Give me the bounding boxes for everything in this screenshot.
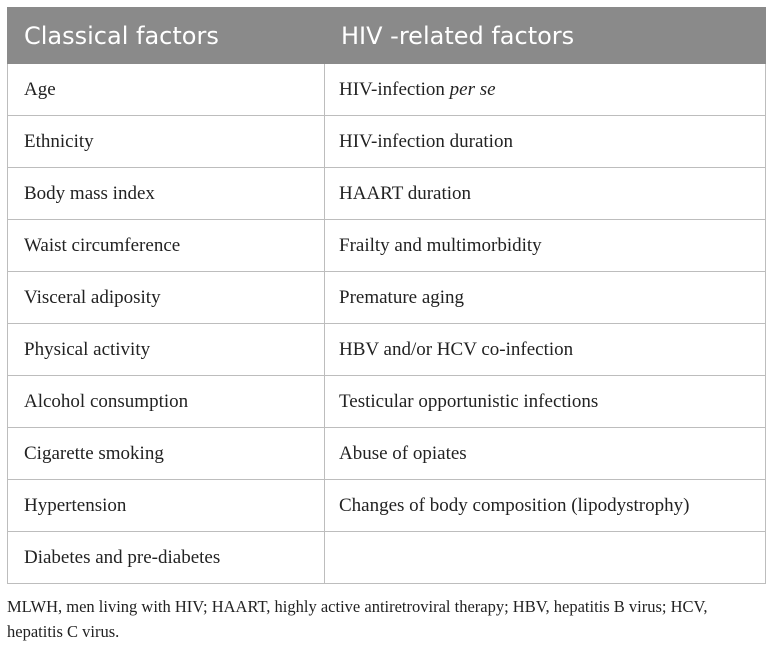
factors-table-container [7,7,765,584]
hiv-factor-cell: HBV and/or HCV co-infection [325,324,766,376]
classical-factor-cell: Waist circumference [8,220,325,272]
table-row [8,116,766,168]
hiv-factor-text: HIV-infection [339,78,450,100]
classical-factor-cell: Physical activity [8,324,325,376]
classical-factor-cell: Age [8,64,325,116]
table-row [8,220,766,272]
hiv-factor-italic-text: per se [449,78,496,100]
table-row [8,428,766,480]
header-classical-factors: Classical factors [8,8,325,64]
hiv-factor-cell: HAART duration [325,168,766,220]
classical-factor-cell: Diabetes and pre-diabetes [8,532,325,584]
classical-factor-cell: Alcohol consumption [8,376,325,428]
classical-factor-cell: Body mass index [8,168,325,220]
hiv-factor-cell [325,532,766,584]
table-row [8,168,766,220]
factors-table [7,7,766,584]
hiv-factor-cell: HIV-infection duration [325,116,766,168]
table-footnote: MLWH, men living with HIV; HAART, highly active antiretroviral therapy; HBV, hepatitis B virus; HCV, hepatitis C virus. [7,597,708,641]
table-row [8,64,766,116]
classical-factor-cell: Hypertension [8,480,325,532]
hiv-factor-cell: Testicular opportunistic infections [325,376,766,428]
classical-factor-cell: Visceral adiposity [8,272,325,324]
table-header-row [8,8,766,64]
hiv-factor-cell: Premature aging [325,272,766,324]
table-row [8,324,766,376]
table-row [8,272,766,324]
table-row [8,480,766,532]
classical-factor-cell: Cigarette smoking [8,428,325,480]
classical-factor-cell: Ethnicity [8,116,325,168]
table-row [8,376,766,428]
hiv-factor-cell [325,64,766,116]
hiv-factor-cell: Abuse of opiates [325,428,766,480]
hiv-factor-cell: Changes of body composition (lipodystrophy) [325,480,766,532]
hiv-factor-cell: Frailty and multimorbidity [325,220,766,272]
header-hiv-related-factors: HIV -related factors [325,8,766,64]
table-row [8,532,766,584]
